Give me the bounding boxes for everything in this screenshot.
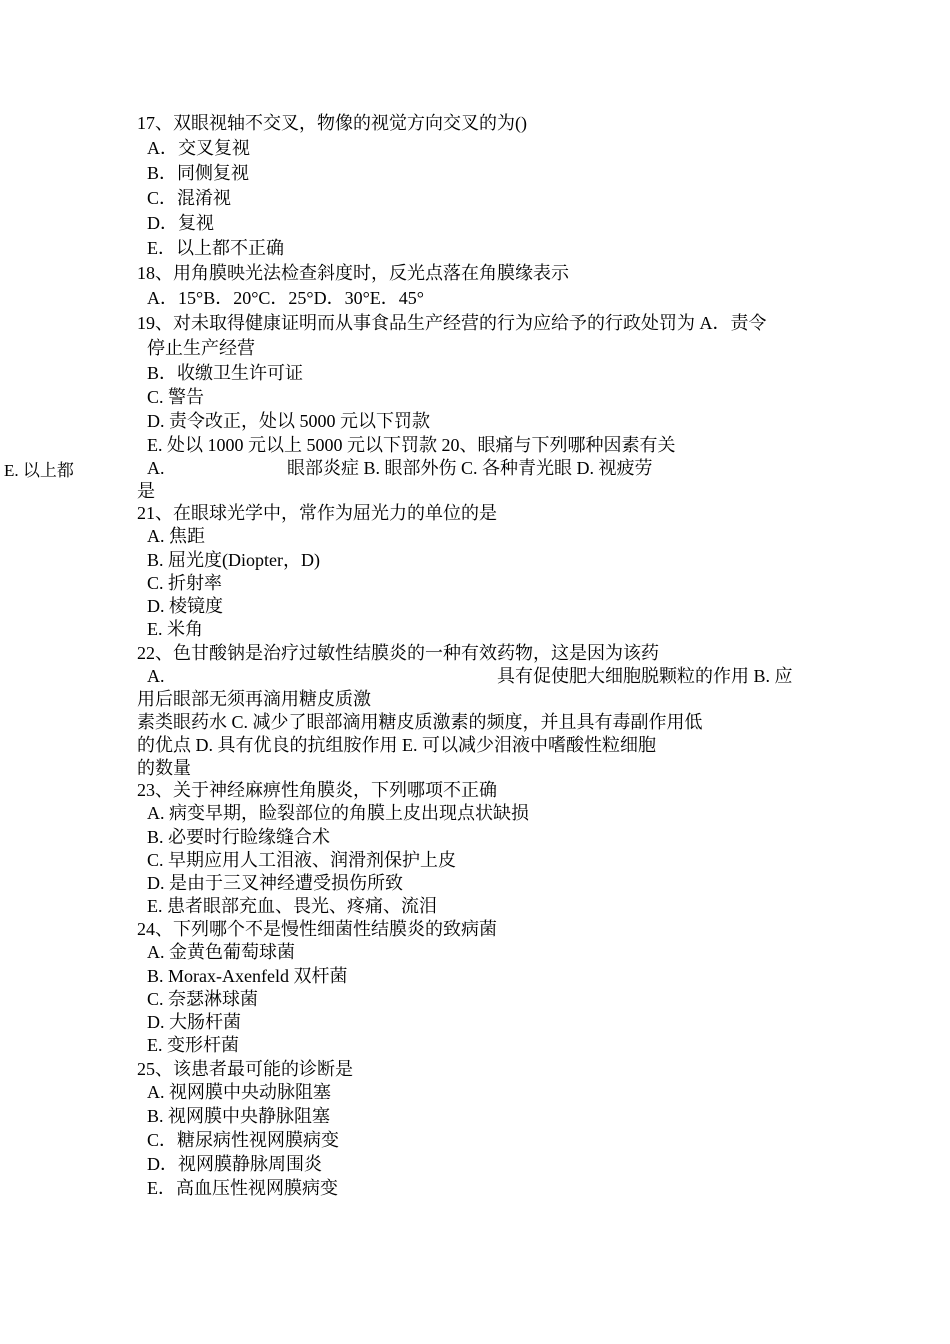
- option-22-b-c-text: 素类眼药水 C. 减少了眼部滴用糖皮质激素的频度，并且具有毒副作用低: [137, 712, 703, 732]
- option-19-e-question-20: E. 处以 1000 元以上 5000 元以下罚款 20、眼痛与下列哪种因素有关: [147, 435, 676, 455]
- options-20: 眼部炎症 B. 眼部外伤 C. 各种青光眼 D. 视疲劳: [287, 458, 653, 478]
- question-23: 23、关于神经麻痹性角膜炎，下列哪项不正确: [137, 780, 497, 800]
- option-19-c: C. 警告: [147, 387, 205, 407]
- option-23-c: C. 早期应用人工泪液、润滑剂保护上皮: [147, 850, 457, 870]
- option-22-c-d-e-text: 的优点 D. 具有优良的抗组胺作用 E. 可以减少泪液中嗜酸性粒细胞: [137, 735, 656, 755]
- option-21-d: D. 棱镜度: [147, 596, 223, 616]
- option-20-a-label: A.: [147, 458, 165, 478]
- question-22: 22、色甘酸钠是治疗过敏性结膜炎的一种有效药物，这是因为该药: [137, 643, 659, 663]
- option-23-e: E. 患者眼部充血、畏光、疼痛、流泪: [147, 896, 437, 916]
- option-25-e: E．高血压性视网膜病变: [147, 1178, 338, 1198]
- option-24-d: D. 大肠杆菌: [147, 1012, 241, 1032]
- option-24-e: E. 变形杆菌: [147, 1035, 239, 1055]
- options-18: A．15°B．20°C．25°D．30°E．45°: [147, 288, 424, 308]
- question-25: 25、该患者最可能的诊断是: [137, 1059, 353, 1079]
- option-24-b: B. Morax-Axenfeld 双杆菌: [147, 966, 348, 986]
- option-23-d: D. 是由于三叉神经遭受损伤所致: [147, 873, 403, 893]
- option-25-b: B. 视网膜中央静脉阻塞: [147, 1106, 331, 1126]
- option-21-e: E. 米角: [147, 619, 203, 639]
- question-24: 24、下列哪个不是慢性细菌性结膜炎的致病菌: [137, 919, 497, 939]
- option-21-c: C. 折射率: [147, 573, 223, 593]
- option-24-c: C. 奈瑟淋球菌: [147, 989, 259, 1009]
- option-17-b: B．同侧复视: [147, 163, 250, 183]
- option-23-a: A. 病变早期，睑裂部位的角膜上皮出现点状缺损: [147, 803, 529, 823]
- option-23-b: B. 必要时行睑缘缝合术: [147, 827, 331, 847]
- option-22-b-text: 用后眼部无须再滴用糖皮质激: [137, 689, 371, 709]
- option-19-b: B．收缴卫生许可证: [147, 363, 304, 383]
- margin-fragment: E. 以上都: [4, 461, 74, 480]
- question-18: 18、用角膜映光法检查斜度时，反光点落在角膜缘表示: [137, 263, 569, 283]
- question-17: 17、双眼视轴不交叉，物像的视觉方向交叉的为(): [137, 113, 527, 133]
- question-21: 21、在眼球光学中，常作为屈光力的单位的是: [137, 503, 497, 523]
- question-19-continued: 停止生产经营: [147, 338, 255, 358]
- option-22-a-label: A.: [147, 666, 165, 686]
- question-19: 19、对未取得健康证明而从事食品生产经营的行为应给予的行政处罚为 A．责令: [137, 313, 767, 333]
- option-22-a-text: 具有促使肥大细胞脱颗粒的作用 B. 应: [497, 666, 793, 686]
- option-22-e-continued: 的数量: [137, 758, 191, 778]
- option-21-b: B. 屈光度(Diopter，D): [147, 550, 320, 570]
- fragment-shi: 是: [137, 481, 155, 501]
- option-25-c: C．糖尿病性视网膜病变: [147, 1130, 340, 1150]
- option-17-a: A．交叉复视: [147, 138, 250, 158]
- option-25-a: A. 视网膜中央动脉阻塞: [147, 1082, 331, 1102]
- option-21-a: A. 焦距: [147, 526, 205, 546]
- option-17-e: E．以上都不正确: [147, 238, 284, 258]
- option-17-c: C．混淆视: [147, 188, 232, 208]
- option-19-d: D. 责令改正，处以 5000 元以下罚款: [147, 411, 430, 431]
- option-25-d: D．视网膜静脉周围炎: [147, 1154, 322, 1174]
- option-24-a: A. 金黄色葡萄球菌: [147, 942, 295, 962]
- option-17-d: D．复视: [147, 213, 214, 233]
